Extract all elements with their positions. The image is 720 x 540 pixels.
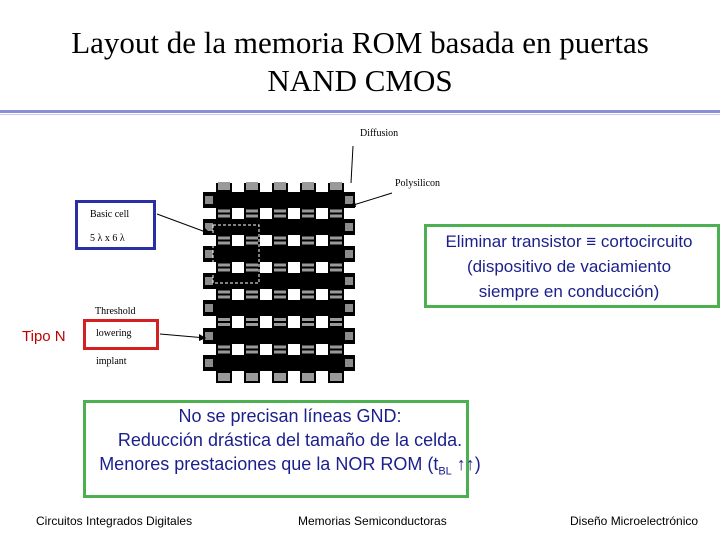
contact [345, 223, 353, 231]
polysilicon-row [203, 300, 355, 316]
diffusion-segment-gap [330, 267, 342, 269]
slide-title-line2: NAND CMOS [267, 63, 453, 98]
column-end-cap [218, 182, 230, 190]
diffusion-segment-gap [330, 321, 342, 323]
diffusion-segment-gap [330, 213, 342, 215]
threshold-label: Threshold [95, 306, 136, 317]
note-bottom-line3 [30, 452, 550, 484]
contact [345, 304, 353, 312]
note-right [404, 229, 720, 304]
diffusion-segment-gap [274, 267, 286, 269]
basic-cell-label: Basic cell [90, 209, 130, 220]
contact [205, 304, 213, 312]
contact [345, 196, 353, 204]
note-right-line2: (dispositivo de vaciamiento [466, 257, 672, 276]
note-bottom-line3-prefix: Menores prestaciones que la NOR ROM (t [99, 454, 439, 474]
column-end-cap [246, 373, 258, 381]
footer-right: Diseño Microelectrónico [570, 514, 699, 528]
diffusion-segment-gap [218, 349, 230, 351]
footer-left: Circuitos Integrados Digitales [36, 514, 193, 528]
polysilicon-row [203, 192, 355, 208]
footer-center: Memorias Semiconductoras [298, 514, 447, 528]
diffusion-segment-gap [274, 349, 286, 351]
diffusion-label: Diffusion [360, 128, 399, 139]
contact [345, 332, 353, 340]
note-bottom-line2: Reducción drástica del tamaño de la celda. [117, 430, 463, 450]
polysilicon-row [203, 246, 355, 262]
basic-cell-size: 5 λ x 6 λ [90, 233, 125, 244]
column-end-cap [302, 373, 314, 381]
diffusion-segment-gap [218, 240, 230, 242]
note-right-line3: siempre en conducción) [478, 282, 660, 301]
polysilicon-label: Polysilicon [395, 178, 441, 189]
diffusion-segment-gap [246, 349, 258, 351]
column-end-cap [302, 182, 314, 190]
lowering-label: lowering [96, 328, 132, 339]
diffusion-leader [351, 146, 353, 183]
diffusion-segment-gap [274, 213, 286, 215]
tipo-n-label: Tipo N [22, 328, 66, 345]
contact [345, 277, 353, 285]
contact [205, 277, 213, 285]
contact [205, 250, 213, 258]
diffusion-segment-gap [330, 349, 342, 351]
contact [345, 250, 353, 258]
note-bottom-line3-suffix: ↑↑) [451, 454, 481, 474]
diffusion-segment-gap [302, 349, 314, 351]
contact [205, 359, 213, 367]
polysilicon-row [203, 355, 355, 371]
contact [205, 332, 213, 340]
diffusion-segment-gap [302, 213, 314, 215]
diffusion-segment-gap [302, 267, 314, 269]
diffusion-segment-gap [246, 267, 258, 269]
contact [345, 359, 353, 367]
lowering-box [83, 319, 159, 350]
diffusion-segment-gap [274, 321, 286, 323]
diffusion-segment-gap [218, 267, 230, 269]
diffusion-segment-gap [330, 294, 342, 296]
diffusion-segment-gap [330, 240, 342, 242]
diffusion-segment-gap [246, 240, 258, 242]
diffusion-segment-gap [246, 213, 258, 215]
title-divider-shadow [0, 114, 720, 115]
column-end-cap [246, 182, 258, 190]
contact [205, 196, 213, 204]
diffusion-segment-gap [218, 213, 230, 215]
polysilicon-row [203, 219, 355, 235]
note-right-line1: Eliminar transistor ≡ cortocircuito [445, 232, 693, 251]
slide-title-line1: Layout de la memoria ROM basada en puertas [71, 25, 649, 60]
column-end-cap [330, 373, 342, 381]
diffusion-segment-gap [218, 294, 230, 296]
slide-title [40, 24, 680, 100]
diffusion-segment-gap [246, 294, 258, 296]
diffusion-segment-gap [302, 294, 314, 296]
diffusion-segment-gap [302, 240, 314, 242]
column-end-cap [330, 182, 342, 190]
diffusion-segment-gap [274, 240, 286, 242]
diffusion-segment-gap [246, 321, 258, 323]
diffusion-segment-gap [302, 321, 314, 323]
polysilicon-row [203, 273, 355, 289]
basic-cell-leader [157, 214, 211, 234]
note-bottom-line3-sub: BL [438, 465, 452, 478]
diffusion-segment-gap [274, 294, 286, 296]
implant-label: implant [96, 356, 127, 367]
column-end-cap [274, 182, 286, 190]
diffusion-segment-gap [218, 321, 230, 323]
column-end-cap [218, 373, 230, 381]
polysilicon-row [203, 328, 355, 344]
column-end-cap [274, 373, 286, 381]
note-bottom [30, 404, 550, 484]
title-divider [0, 110, 720, 113]
note-bottom-line1: No se precisan líneas GND: [178, 406, 402, 426]
basic-cell-box [75, 200, 156, 250]
